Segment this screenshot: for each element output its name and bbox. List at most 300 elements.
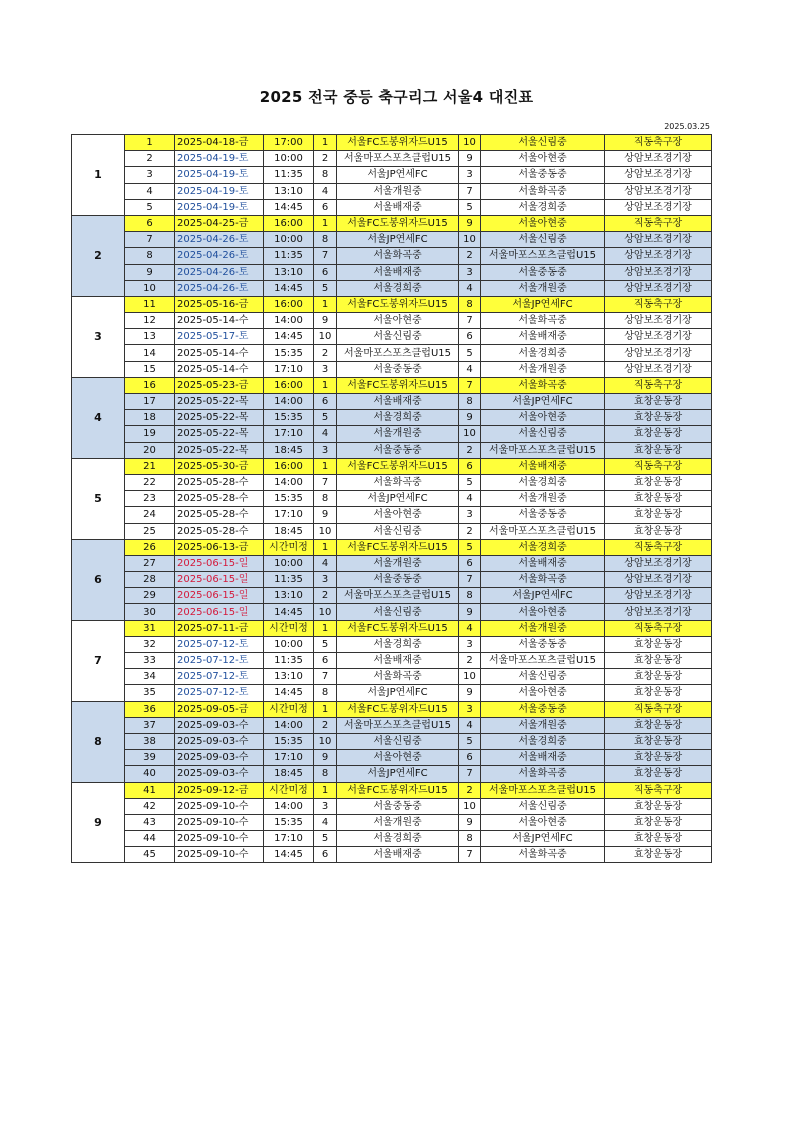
match-time: 11:35 [264, 167, 314, 183]
away-team: 서울중동중 [481, 636, 605, 652]
home-team: 서울FC도봉위자드U15 [337, 458, 459, 474]
match-number: 33 [125, 653, 175, 669]
home-team: 서울JP연세FC [337, 766, 459, 782]
match-date: 2025-05-22-목 [175, 394, 264, 410]
away-team: 서울JP연세FC [481, 588, 605, 604]
home-team: 서울개원중 [337, 814, 459, 830]
round-number: 8 [72, 701, 125, 782]
match-time: 15:35 [264, 491, 314, 507]
away-team: 서울화곡중 [481, 847, 605, 863]
schedule-table [71, 134, 712, 863]
match-date: 2025-05-28-수 [175, 474, 264, 490]
match-number: 25 [125, 523, 175, 539]
home-team-number: 1 [314, 782, 337, 798]
table-row [72, 345, 712, 361]
home-team-number: 5 [314, 831, 337, 847]
home-team-number: 9 [314, 750, 337, 766]
away-team: 서울중동중 [481, 507, 605, 523]
home-team-number: 10 [314, 329, 337, 345]
match-venue: 효창운동장 [605, 523, 712, 539]
match-venue: 효창운동장 [605, 750, 712, 766]
match-venue: 직동축구장 [605, 620, 712, 636]
match-time: 11:35 [264, 248, 314, 264]
match-venue: 효창운동장 [605, 669, 712, 685]
match-number: 45 [125, 847, 175, 863]
match-date: 2025-05-22-목 [175, 442, 264, 458]
match-venue: 상암보조경기장 [605, 248, 712, 264]
home-team: 서울배재중 [337, 653, 459, 669]
home-team-number: 4 [314, 183, 337, 199]
match-venue: 상암보조경기장 [605, 151, 712, 167]
home-team-number: 2 [314, 717, 337, 733]
home-team-number: 2 [314, 345, 337, 361]
match-time: 14:00 [264, 717, 314, 733]
home-team-number: 1 [314, 135, 337, 151]
away-team-number: 7 [459, 572, 481, 588]
away-team-number: 9 [459, 410, 481, 426]
away-team: 서울배재중 [481, 458, 605, 474]
away-team: 서울개원중 [481, 717, 605, 733]
match-date: 2025-09-10-수 [175, 847, 264, 863]
match-number: 18 [125, 410, 175, 426]
match-time: 10:00 [264, 636, 314, 652]
table-row [72, 814, 712, 830]
home-team: 서울배재중 [337, 847, 459, 863]
away-team: 서울화곡중 [481, 766, 605, 782]
match-number: 30 [125, 604, 175, 620]
match-time: 18:45 [264, 766, 314, 782]
match-date: 2025-04-19-토 [175, 151, 264, 167]
away-team: 서울중동중 [481, 701, 605, 717]
away-team: 서울아현중 [481, 685, 605, 701]
match-date: 2025-04-25-금 [175, 215, 264, 231]
match-venue: 효창운동장 [605, 814, 712, 830]
schedule-body [72, 135, 712, 863]
table-row [72, 491, 712, 507]
away-team-number: 3 [459, 167, 481, 183]
away-team-number: 10 [459, 426, 481, 442]
table-row [72, 135, 712, 151]
home-team-number: 4 [314, 555, 337, 571]
match-venue: 상암보조경기장 [605, 199, 712, 215]
away-team: 서울개원중 [481, 361, 605, 377]
match-date: 2025-04-26-토 [175, 232, 264, 248]
away-team: 서울아현중 [481, 814, 605, 830]
round-number: 4 [72, 377, 125, 458]
away-team: 서울경희중 [481, 345, 605, 361]
away-team-number: 3 [459, 264, 481, 280]
away-team-number: 5 [459, 199, 481, 215]
home-team: 서울배재중 [337, 199, 459, 215]
match-date: 2025-09-10-수 [175, 798, 264, 814]
match-number: 7 [125, 232, 175, 248]
away-team-number: 8 [459, 588, 481, 604]
table-row [72, 248, 712, 264]
table-row [72, 394, 712, 410]
away-team: 서울경희중 [481, 733, 605, 749]
home-team-number: 7 [314, 669, 337, 685]
table-row [72, 717, 712, 733]
round-number: 5 [72, 458, 125, 539]
match-number: 17 [125, 394, 175, 410]
home-team-number: 6 [314, 394, 337, 410]
match-date: 2025-06-15-일 [175, 555, 264, 571]
match-time: 15:35 [264, 814, 314, 830]
match-venue: 효창운동장 [605, 653, 712, 669]
match-time: 16:00 [264, 296, 314, 312]
home-team: 서울경희중 [337, 410, 459, 426]
match-time: 11:35 [264, 572, 314, 588]
home-team-number: 8 [314, 232, 337, 248]
away-team: 서울아현중 [481, 215, 605, 231]
match-venue: 효창운동장 [605, 831, 712, 847]
match-date: 2025-07-11-금 [175, 620, 264, 636]
away-team-number: 7 [459, 847, 481, 863]
home-team: 서울경희중 [337, 280, 459, 296]
match-number: 1 [125, 135, 175, 151]
match-venue: 효창운동장 [605, 410, 712, 426]
table-row [72, 523, 712, 539]
home-team-number: 1 [314, 215, 337, 231]
away-team-number: 4 [459, 717, 481, 733]
away-team: 서울배재중 [481, 329, 605, 345]
home-team-number: 6 [314, 847, 337, 863]
home-team: 서울중동중 [337, 798, 459, 814]
match-time: 16:00 [264, 458, 314, 474]
home-team: 서울중동중 [337, 572, 459, 588]
away-team: 서울개원중 [481, 491, 605, 507]
table-row [72, 636, 712, 652]
match-number: 41 [125, 782, 175, 798]
home-team-number: 8 [314, 491, 337, 507]
match-number: 15 [125, 361, 175, 377]
away-team-number: 6 [459, 750, 481, 766]
match-date: 2025-05-16-금 [175, 296, 264, 312]
match-number: 6 [125, 215, 175, 231]
away-team: 서울중동중 [481, 264, 605, 280]
match-time: 14:00 [264, 798, 314, 814]
match-venue: 직동축구장 [605, 539, 712, 555]
match-time: 14:00 [264, 313, 314, 329]
match-venue: 직동축구장 [605, 296, 712, 312]
match-date: 2025-09-10-수 [175, 831, 264, 847]
match-number: 5 [125, 199, 175, 215]
match-number: 19 [125, 426, 175, 442]
home-team-number: 1 [314, 296, 337, 312]
away-team-number: 10 [459, 669, 481, 685]
home-team: 서울배재중 [337, 394, 459, 410]
match-venue: 상암보조경기장 [605, 361, 712, 377]
table-row [72, 458, 712, 474]
match-date: 2025-06-15-일 [175, 604, 264, 620]
match-date: 2025-05-28-수 [175, 523, 264, 539]
match-venue: 직동축구장 [605, 458, 712, 474]
table-row [72, 410, 712, 426]
match-number: 37 [125, 717, 175, 733]
table-row [72, 782, 712, 798]
home-team: 서울JP연세FC [337, 232, 459, 248]
match-number: 38 [125, 733, 175, 749]
home-team-number: 5 [314, 410, 337, 426]
home-team: 서울JP연세FC [337, 167, 459, 183]
match-venue: 상암보조경기장 [605, 604, 712, 620]
match-time: 17:10 [264, 750, 314, 766]
match-number: 42 [125, 798, 175, 814]
match-venue: 효창운동장 [605, 685, 712, 701]
away-team: 서울개원중 [481, 620, 605, 636]
home-team: 서울FC도봉위자드U15 [337, 782, 459, 798]
match-venue: 상암보조경기장 [605, 313, 712, 329]
match-venue: 상암보조경기장 [605, 345, 712, 361]
table-row [72, 167, 712, 183]
away-team: 서울아현중 [481, 604, 605, 620]
match-number: 11 [125, 296, 175, 312]
match-date: 2025-05-28-수 [175, 507, 264, 523]
match-venue: 효창운동장 [605, 733, 712, 749]
away-team: 서울신림중 [481, 135, 605, 151]
home-team-number: 3 [314, 442, 337, 458]
home-team: 서울FC도봉위자드U15 [337, 215, 459, 231]
match-number: 3 [125, 167, 175, 183]
away-team: 서울아현중 [481, 410, 605, 426]
match-date: 2025-04-26-토 [175, 264, 264, 280]
table-row [72, 604, 712, 620]
match-date: 2025-05-14-수 [175, 345, 264, 361]
match-venue: 직동축구장 [605, 701, 712, 717]
match-time: 14:45 [264, 329, 314, 345]
away-team: 서울아현중 [481, 151, 605, 167]
match-time: 16:00 [264, 377, 314, 393]
match-venue: 효창운동장 [605, 474, 712, 490]
match-number: 9 [125, 264, 175, 280]
home-team: 서울중동중 [337, 442, 459, 458]
home-team: 서울마포스포츠클럽U15 [337, 345, 459, 361]
home-team: 서울개원중 [337, 183, 459, 199]
away-team-number: 5 [459, 733, 481, 749]
match-number: 39 [125, 750, 175, 766]
match-time: 15:35 [264, 345, 314, 361]
away-team-number: 6 [459, 458, 481, 474]
table-row [72, 215, 712, 231]
match-time: 11:35 [264, 653, 314, 669]
away-team: 서울화곡중 [481, 313, 605, 329]
home-team-number: 10 [314, 523, 337, 539]
match-time: 15:35 [264, 733, 314, 749]
away-team: 서울화곡중 [481, 377, 605, 393]
table-row [72, 831, 712, 847]
home-team: 서울마포스포츠클럽U15 [337, 151, 459, 167]
away-team-number: 5 [459, 539, 481, 555]
table-row [72, 232, 712, 248]
round-number: 7 [72, 620, 125, 701]
table-row [72, 507, 712, 523]
match-time: 10:00 [264, 232, 314, 248]
home-team-number: 3 [314, 361, 337, 377]
table-row [72, 669, 712, 685]
match-time: 17:10 [264, 361, 314, 377]
table-row [72, 701, 712, 717]
table-row [72, 377, 712, 393]
table-row [72, 750, 712, 766]
round-number: 3 [72, 296, 125, 377]
away-team: 서울JP연세FC [481, 831, 605, 847]
home-team-number: 2 [314, 588, 337, 604]
match-time: 14:45 [264, 847, 314, 863]
home-team: 서울경희중 [337, 831, 459, 847]
match-venue: 상암보조경기장 [605, 167, 712, 183]
away-team-number: 3 [459, 701, 481, 717]
away-team: 서울경희중 [481, 539, 605, 555]
home-team: 서울마포스포츠클럽U15 [337, 588, 459, 604]
match-date: 2025-04-19-토 [175, 167, 264, 183]
match-time: 14:45 [264, 685, 314, 701]
home-team: 서울FC도봉위자드U15 [337, 620, 459, 636]
match-venue: 효창운동장 [605, 426, 712, 442]
match-venue: 효창운동장 [605, 507, 712, 523]
away-team: 서울경희중 [481, 474, 605, 490]
match-date: 2025-07-12-토 [175, 685, 264, 701]
match-date: 2025-05-28-수 [175, 491, 264, 507]
home-team: 서울신림중 [337, 733, 459, 749]
match-time: 시간미정 [264, 782, 314, 798]
home-team: 서울배재중 [337, 264, 459, 280]
away-team: 서울경희중 [481, 199, 605, 215]
match-venue: 효창운동장 [605, 442, 712, 458]
away-team: 서울신림중 [481, 669, 605, 685]
match-number: 28 [125, 572, 175, 588]
home-team: 서울신림중 [337, 329, 459, 345]
match-date: 2025-04-26-토 [175, 280, 264, 296]
away-team-number: 9 [459, 215, 481, 231]
away-team: 서울마포스포츠클럽U15 [481, 523, 605, 539]
match-venue: 효창운동장 [605, 491, 712, 507]
home-team-number: 6 [314, 264, 337, 280]
home-team: 서울개원중 [337, 555, 459, 571]
match-number: 2 [125, 151, 175, 167]
match-venue: 직동축구장 [605, 215, 712, 231]
match-number: 10 [125, 280, 175, 296]
table-row [72, 329, 712, 345]
home-team-number: 1 [314, 458, 337, 474]
match-venue: 효창운동장 [605, 847, 712, 863]
match-venue: 상암보조경기장 [605, 280, 712, 296]
home-team-number: 10 [314, 604, 337, 620]
match-time: 13:10 [264, 183, 314, 199]
match-venue: 직동축구장 [605, 135, 712, 151]
away-team: 서울마포스포츠클럽U15 [481, 442, 605, 458]
away-team-number: 2 [459, 782, 481, 798]
match-time: 10:00 [264, 555, 314, 571]
away-team-number: 9 [459, 814, 481, 830]
match-date: 2025-09-03-수 [175, 750, 264, 766]
home-team: 서울화곡중 [337, 474, 459, 490]
away-team-number: 4 [459, 280, 481, 296]
away-team: 서울JP연세FC [481, 296, 605, 312]
match-time: 16:00 [264, 215, 314, 231]
away-team: 서울신림중 [481, 426, 605, 442]
home-team-number: 6 [314, 653, 337, 669]
match-number: 4 [125, 183, 175, 199]
table-row [72, 442, 712, 458]
home-team: 서울아현중 [337, 313, 459, 329]
match-number: 21 [125, 458, 175, 474]
home-team-number: 1 [314, 377, 337, 393]
home-team-number: 7 [314, 248, 337, 264]
away-team-number: 2 [459, 523, 481, 539]
table-row [72, 426, 712, 442]
away-team-number: 2 [459, 442, 481, 458]
match-date: 2025-09-12-금 [175, 782, 264, 798]
match-time: 10:00 [264, 151, 314, 167]
match-date: 2025-06-15-일 [175, 588, 264, 604]
home-team-number: 6 [314, 199, 337, 215]
away-team: 서울마포스포츠클럽U15 [481, 653, 605, 669]
match-time: 14:00 [264, 394, 314, 410]
away-team: 서울신림중 [481, 232, 605, 248]
match-venue: 직동축구장 [605, 377, 712, 393]
away-team-number: 8 [459, 831, 481, 847]
match-date: 2025-05-23-금 [175, 377, 264, 393]
match-venue: 효창운동장 [605, 717, 712, 733]
match-time: 13:10 [264, 588, 314, 604]
away-team: 서울개원중 [481, 280, 605, 296]
match-number: 27 [125, 555, 175, 571]
away-team-number: 4 [459, 620, 481, 636]
table-row [72, 555, 712, 571]
away-team-number: 9 [459, 685, 481, 701]
match-time: 17:00 [264, 135, 314, 151]
home-team-number: 7 [314, 474, 337, 490]
match-date: 2025-05-22-목 [175, 426, 264, 442]
away-team: 서울신림중 [481, 798, 605, 814]
match-time: 14:45 [264, 604, 314, 620]
home-team: 서울중동중 [337, 361, 459, 377]
away-team-number: 7 [459, 766, 481, 782]
away-team: 서울JP연세FC [481, 394, 605, 410]
match-number: 40 [125, 766, 175, 782]
match-date: 2025-06-13-금 [175, 539, 264, 555]
away-team-number: 3 [459, 636, 481, 652]
table-row [72, 620, 712, 636]
match-number: 12 [125, 313, 175, 329]
match-number: 26 [125, 539, 175, 555]
away-team-number: 8 [459, 394, 481, 410]
table-row [72, 280, 712, 296]
table-row [72, 296, 712, 312]
match-venue: 상암보조경기장 [605, 572, 712, 588]
away-team: 서울마포스포츠클럽U15 [481, 782, 605, 798]
home-team-number: 9 [314, 507, 337, 523]
match-time: 18:45 [264, 442, 314, 458]
table-row [72, 766, 712, 782]
table-row [72, 653, 712, 669]
round-number: 9 [72, 782, 125, 863]
match-date: 2025-09-03-수 [175, 766, 264, 782]
away-team-number: 4 [459, 361, 481, 377]
home-team: 서울개원중 [337, 426, 459, 442]
home-team-number: 3 [314, 798, 337, 814]
match-number: 22 [125, 474, 175, 490]
round-number: 6 [72, 539, 125, 620]
match-number: 32 [125, 636, 175, 652]
away-team-number: 7 [459, 183, 481, 199]
match-time: 시간미정 [264, 701, 314, 717]
match-number: 43 [125, 814, 175, 830]
match-number: 14 [125, 345, 175, 361]
away-team-number: 10 [459, 135, 481, 151]
home-team-number: 9 [314, 313, 337, 329]
home-team: 서울FC도봉위자드U15 [337, 296, 459, 312]
